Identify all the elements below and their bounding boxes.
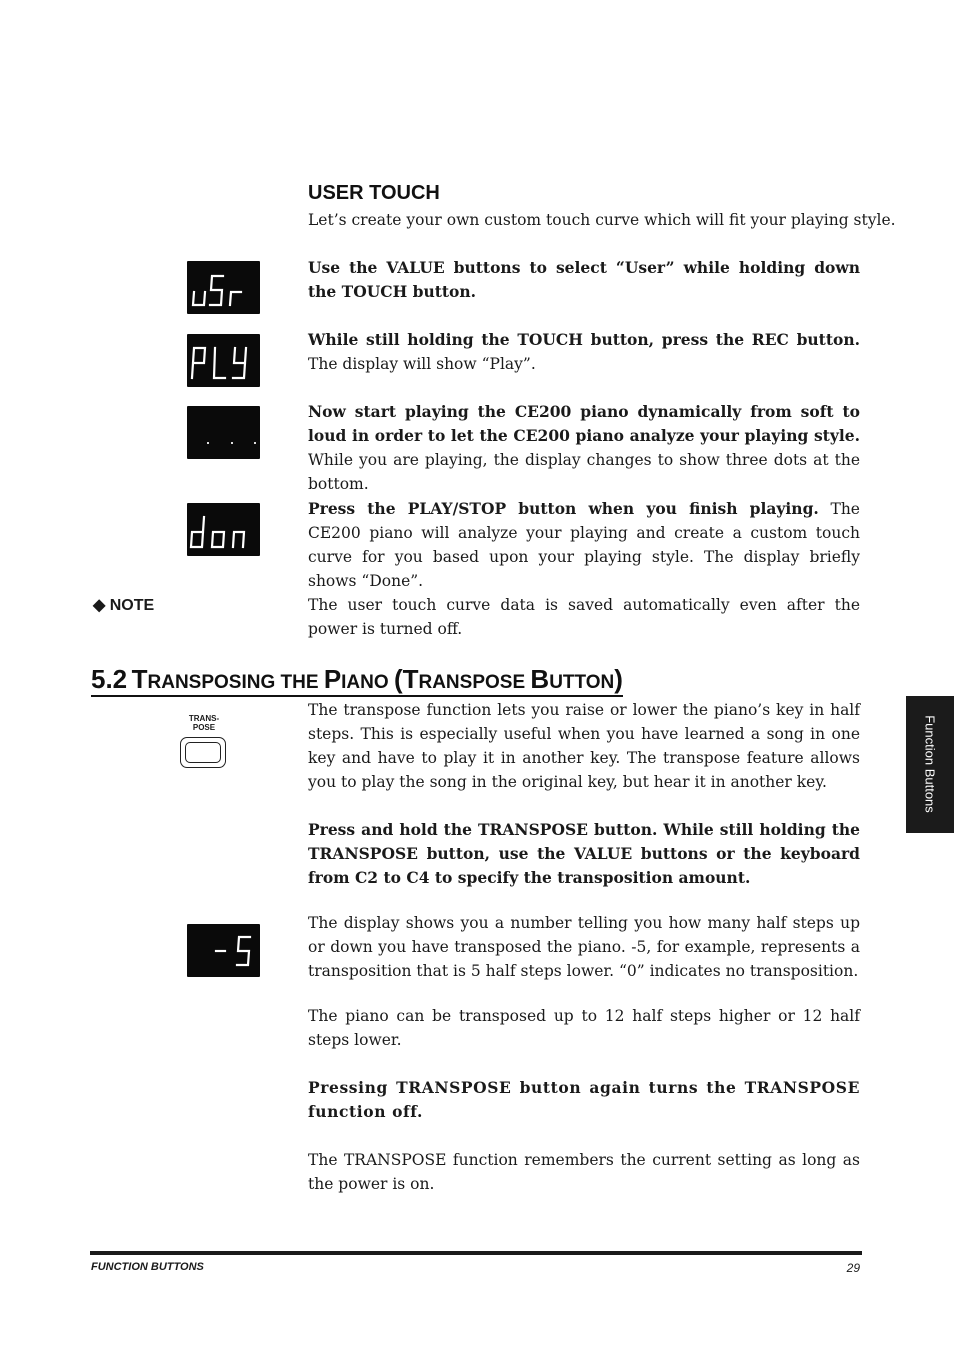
user-touch-intro: Let’s create your own custom touch curve which will fit your playing style. [308,211,896,229]
section-number: 5.2 [91,664,128,694]
section-5-2-heading [91,664,623,697]
transpose-off: Pressing TRANSPOSE button again turns the TRANSPOSE function off. [308,1078,860,1121]
display-explanation: The display shows you a number telling you how many half steps up or down you have transposed the piano. -5, for example, represents a transposition that is 5 half steps lower. “0” indicates no transposition. [308,914,860,980]
user-touch-section [308,181,440,205]
heading-part-0-big: T [131,664,148,694]
user-touch-heading: USER TOUCH [308,182,440,204]
step-4-bold: Press the PLAY/STOP button when you finish playing. [308,499,819,518]
step-3-bold: Now start playing the CE200 piano dynamically from soft to loud in order to let the CE200 piano analyze your playing style. [308,402,860,445]
step-1-bold: Use the VALUE buttons to select “User” while holding down the TOUCH button. [308,258,860,301]
footer-section-title: FUNCTION BUTTONS [91,1261,204,1273]
transpose-button-inner [185,742,221,763]
step-3-text [308,400,860,496]
heading-part-2-big: P [323,664,342,694]
lcd-usr-glyphs [187,261,260,314]
note-text: The user touch curve data is saved automatically even after the power is turned off. [308,596,860,638]
transpose-range: The piano can be transposed up to 12 half steps higher or 12 half steps lower. [308,1007,860,1049]
step-2-bold: While still holding the TOUCH button, press the REC button. [308,330,860,349]
transpose-intro: The transpose function lets you raise or lower the piano’s key in half steps. This is especially useful when you have learned a song in one key and have to play it in another key. The transpose feature allows you to play the song in the original key, but hear it in another key. [308,701,860,791]
lcd-display-ply [187,334,260,387]
lcd-ply-glyphs [187,334,260,387]
heading-part-0-small: RANSPOSING [147,672,281,693]
footer-rule [90,1251,862,1255]
page-number: 29 [846,1261,860,1275]
step-1-text [308,256,860,304]
step-4-text [308,497,860,593]
transpose-button-label-2: POSE [192,723,216,732]
side-tab-label: Function Buttons [922,715,938,813]
lcd-don-glyphs [187,503,260,556]
note-label: ◆ NOTE [93,597,155,614]
lcd-display-don [187,503,260,556]
lcd-minus-5-glyphs [187,924,260,977]
heading-part-4-small: UTTON [549,672,615,693]
transpose-instruction: Press and hold the TRANSPOSE button. While still holding the TRANSPOSE button, use the VALUE buttons or the keyboard from C2 to C4 to specify the transposition amount. [308,820,860,887]
heading-part-4-big: B [530,664,550,694]
heading-part-3-big: (T [393,664,419,694]
lcd-display-usr [187,261,260,314]
transpose-button-outer [180,737,226,768]
transpose-button-label-1: TRANS- [188,714,220,723]
step-3-normal: While you are playing, the display changes to show three dots at the bottom. [308,451,860,493]
lcd-display-minus-5 [187,924,260,977]
lcd-display-dots [187,406,260,459]
step-2-text [308,328,860,376]
lcd-dots-glyphs [187,406,260,459]
step-4-normal: The CE200 piano will analyze your playing and create a custom touch curve for you based upon your playing style. The display briefly shows “Done”. [308,500,860,590]
heading-part-3-small: RANSPOSE [418,672,531,693]
heading-part-1-small: THE [280,672,324,693]
transpose-button-illustration [178,714,230,772]
heading-part-2-small: IANO [341,672,394,693]
transpose-memory: The TRANSPOSE function remembers the current setting as long as the power is on. [308,1151,860,1193]
step-2-normal: The display will show “Play”. [308,355,536,373]
side-tab [906,696,954,833]
heading-part-5-big: ) [614,664,623,694]
